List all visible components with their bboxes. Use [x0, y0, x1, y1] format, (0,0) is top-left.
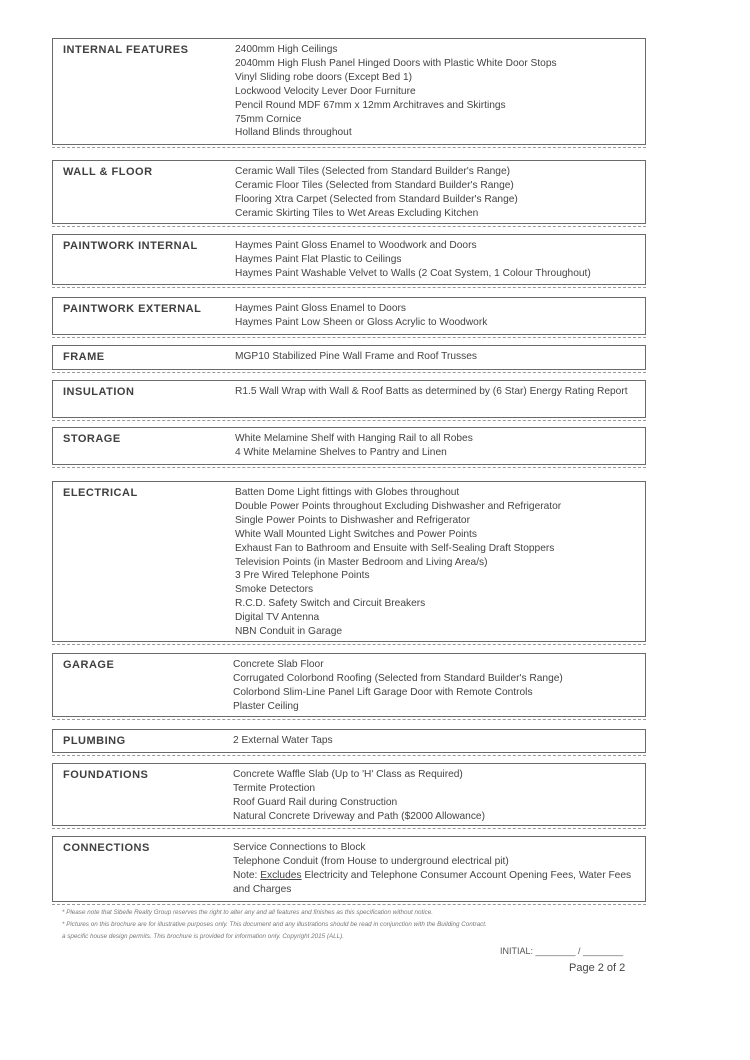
spec-item: Haymes Paint Gloss Enamel to Woodwork and Doors	[235, 240, 477, 251]
spec-item: Haymes Paint Flat Plastic to Ceilings	[235, 253, 402, 265]
section-label: FOUNDATIONS	[63, 769, 149, 781]
spec-item: 2 External Water Taps	[233, 735, 333, 746]
section-label: GARAGE	[63, 659, 115, 671]
section-items	[235, 239, 639, 281]
section-paintwork-internal	[52, 234, 646, 285]
section-items	[235, 432, 639, 460]
spec-item: R.C.D. Safety Switch and Circuit Breakers	[235, 598, 426, 610]
spec-item: Pencil Round MDF 67mm x 12mm Architraves and Skirtings	[235, 99, 506, 111]
section-items	[235, 302, 639, 330]
spec-item: Ceramic Skirting Tiles to Wet Areas Excluding Kitchen	[235, 207, 479, 219]
note-excludes: Excludes	[260, 869, 302, 881]
section-items	[235, 43, 639, 140]
spec-item: Haymes Paint Washable Velvet to Walls (2 Coat System, 1 Colour Throughout)	[235, 267, 591, 279]
section-label: STORAGE	[63, 433, 121, 445]
spec-item: Roof Guard Rail during Construction	[233, 796, 398, 808]
spec-item: Concrete Waffle Slab (Up to 'H' Class as Required)	[233, 769, 463, 780]
spec-item: Plaster Ceiling	[233, 700, 299, 712]
spec-item: Batten Dome Light fittings with Globes throughout	[235, 487, 460, 498]
section-frame	[52, 345, 646, 370]
note-prefix: Note:	[233, 869, 261, 881]
section-items	[235, 385, 639, 399]
spec-item: MGP10 Stabilized Pine Wall Frame and Roof Trusses	[235, 351, 477, 362]
spec-item: Flooring Xtra Carpet (Selected from Standard Builder's Range)	[235, 193, 518, 205]
spec-item: Smoke Detectors	[235, 584, 314, 596]
note-rest: Electricity and Telephone Consumer Account Opening Fees, Water Fees and Charges	[233, 869, 632, 895]
section-label: PLUMBING	[63, 735, 126, 747]
section-label: INTERNAL FEATURES	[63, 44, 189, 56]
section-label: INSULATION	[63, 386, 135, 398]
spec-item: Telephone Conduit (from House to underground electrical pit)	[233, 855, 509, 867]
spec-item: Exhaust Fan to Bathroom and Ensuite with Self-Sealing Draft Stoppers	[235, 542, 555, 554]
section-label: PAINTWORK INTERNAL	[63, 240, 198, 252]
section-foundations	[52, 763, 646, 826]
spec-item: Corrugated Colorbond Roofing (Selected from Standard Builder's Range)	[233, 672, 563, 684]
section-connections	[52, 836, 646, 902]
section-label: FRAME	[63, 351, 105, 363]
spec-item: Natural Concrete Driveway and Path ($2000 Allowance)	[233, 810, 485, 822]
section-items	[233, 658, 639, 714]
section-plumbing	[52, 729, 646, 753]
section-label: WALL & FLOOR	[63, 166, 153, 178]
spec-item: NBN Conduit in Garage	[235, 626, 343, 638]
initial-line: INITIAL: ________ / ________	[500, 946, 624, 956]
spec-item: Lockwood Velocity Lever Door Furniture	[235, 85, 416, 97]
spec-item: Single Power Points to Dishwasher and Refrigerator	[235, 514, 470, 526]
spec-item: 4 White Melamine Shelves to Pantry and Linen	[235, 446, 447, 458]
spec-item: White Wall Mounted Light Switches and Power Points	[235, 528, 477, 540]
section-storage	[52, 427, 646, 465]
spec-item: Service Connections to Block	[233, 842, 366, 853]
spec-item: 3 Pre Wired Telephone Points	[235, 570, 370, 582]
section-electrical	[52, 481, 646, 642]
section-label: ELECTRICAL	[63, 487, 138, 499]
section-items	[233, 841, 639, 897]
section-paintwork-external	[52, 297, 646, 335]
footnote: * Please note that Sibelle Realty Group reserves the right to alter any and all features and finishes as this specification without notice.	[62, 909, 434, 916]
spec-item: Ceramic Wall Tiles (Selected from Standard Builder's Range)	[235, 166, 511, 177]
section-items	[233, 768, 639, 824]
spec-item: 75mm Cornice	[235, 113, 302, 125]
spec-item: Colorbond Slim-Line Panel Lift Garage Door with Remote Controls	[233, 686, 533, 698]
section-label: PAINTWORK EXTERNAL	[63, 303, 202, 315]
spec-item: 2400mm High Ceilings	[235, 44, 338, 55]
section-wall-floor	[52, 160, 646, 224]
spec-item: Vinyl Sliding robe doors (Except Bed 1)	[235, 71, 413, 83]
spec-item: Digital TV Antenna	[235, 612, 320, 624]
section-items	[235, 165, 639, 221]
footnote: a specific house design permits. This brochure is provided for information only. Copyright 2015 (ALL).	[62, 933, 344, 940]
section-label: CONNECTIONS	[63, 842, 150, 854]
page-number: Page 2 of 2	[569, 962, 626, 974]
spec-item: Termite Protection	[233, 782, 316, 794]
section-items	[233, 734, 639, 748]
spec-item: Haymes Paint Gloss Enamel to Doors	[235, 303, 406, 314]
spec-item: R1.5 Wall Wrap with Wall & Roof Batts as determined by (6 Star) Energy Rating Report	[235, 386, 628, 397]
footnote: * Pictures on this brochure are for illustrative purposes only. This document and any illustrations should be read in conjunction with the Building Contract.	[62, 921, 487, 928]
section-internal-features	[52, 38, 646, 145]
section-items	[235, 350, 639, 364]
section-garage	[52, 653, 646, 717]
spec-item-note	[233, 869, 639, 897]
spec-item: 2040mm High Flush Panel Hinged Doors with Plastic White Door Stops	[235, 57, 557, 69]
spec-item: Holland Blinds throughout	[235, 127, 352, 139]
spec-item: Ceramic Floor Tiles (Selected from Standard Builder's Range)	[235, 179, 514, 191]
spec-item: White Melamine Shelf with Hanging Rail to all Robes	[235, 433, 473, 444]
section-items	[235, 486, 639, 639]
section-insulation	[52, 380, 646, 418]
spec-item: Television Points (in Master Bedroom and Living Area/s)	[235, 556, 488, 568]
spec-item: Haymes Paint Low Sheen or Gloss Acrylic to Woodwork	[235, 316, 488, 328]
spec-item: Double Power Points throughout Excluding Dishwasher and Refrigerator	[235, 500, 562, 512]
spec-item: Concrete Slab Floor	[233, 659, 324, 670]
